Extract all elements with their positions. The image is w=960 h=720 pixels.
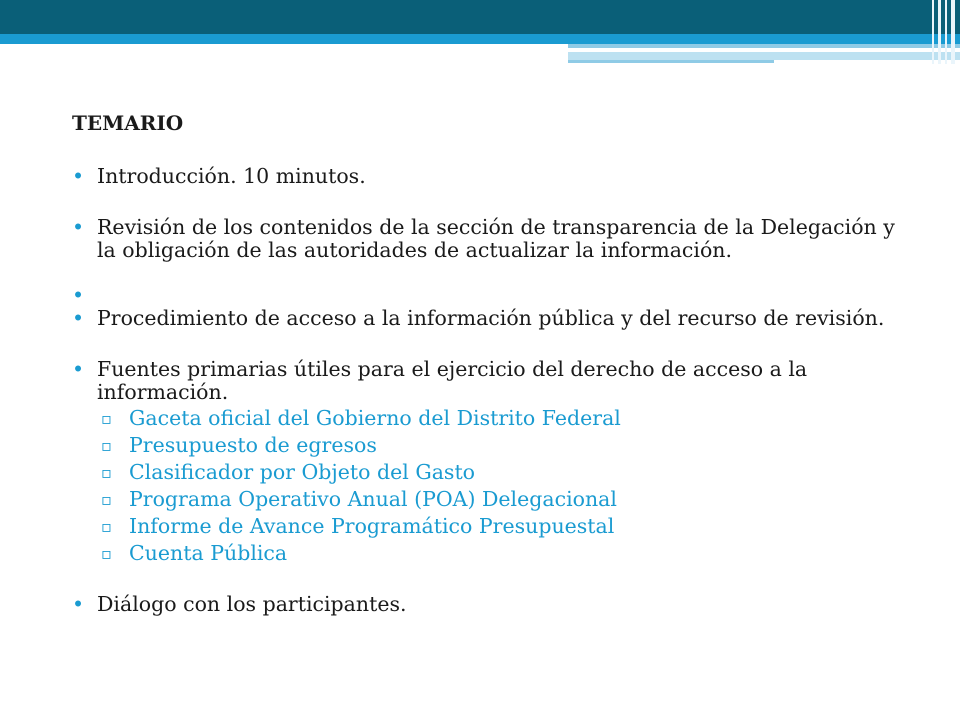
topic-item-label: Fuentes primarias útiles para el ejercicio del derecho de acceso a la información.: [97, 357, 808, 404]
slide-title: TEMARIO: [72, 111, 184, 135]
source-item: ▫ Presupuesto de egresos: [97, 434, 912, 457]
topic-item-empty: [72, 284, 912, 307]
corner-decoration: [930, 0, 960, 64]
source-item: ▫ Gaceta oficial del Gobierno del Distrito Federal: [97, 407, 912, 430]
header-band: [0, 0, 960, 34]
source-item: ▫ Informe de Avance Programático Presupuestal: [97, 515, 912, 538]
topic-item: • Revisión de los contenidos de la sección de transparencia de la Delegación y la obligación de las autoridades de actualizar la información.: [72, 216, 912, 262]
topic-item: • Introducción. 10 minutos.: [72, 165, 912, 188]
topic-item-sources: [72, 358, 912, 565]
sources-list: [97, 407, 912, 565]
source-item: ▫ Cuenta Pública: [97, 542, 912, 565]
topic-item: • Diálogo con los participantes.: [72, 593, 912, 616]
slide-content: [72, 112, 912, 644]
source-item: ▫ Programa Operativo Anual (POA) Delegacional: [97, 488, 912, 511]
header-accent-line: [568, 60, 774, 63]
source-item: ▫ Clasificador por Objeto del Gasto: [97, 461, 912, 484]
topic-list: [72, 165, 912, 616]
topic-item: • Procedimiento de acceso a la información pública y del recurso de revisión.: [72, 307, 912, 330]
header-stripe: [0, 34, 960, 44]
header-accent-stripe-lower: [568, 52, 960, 60]
